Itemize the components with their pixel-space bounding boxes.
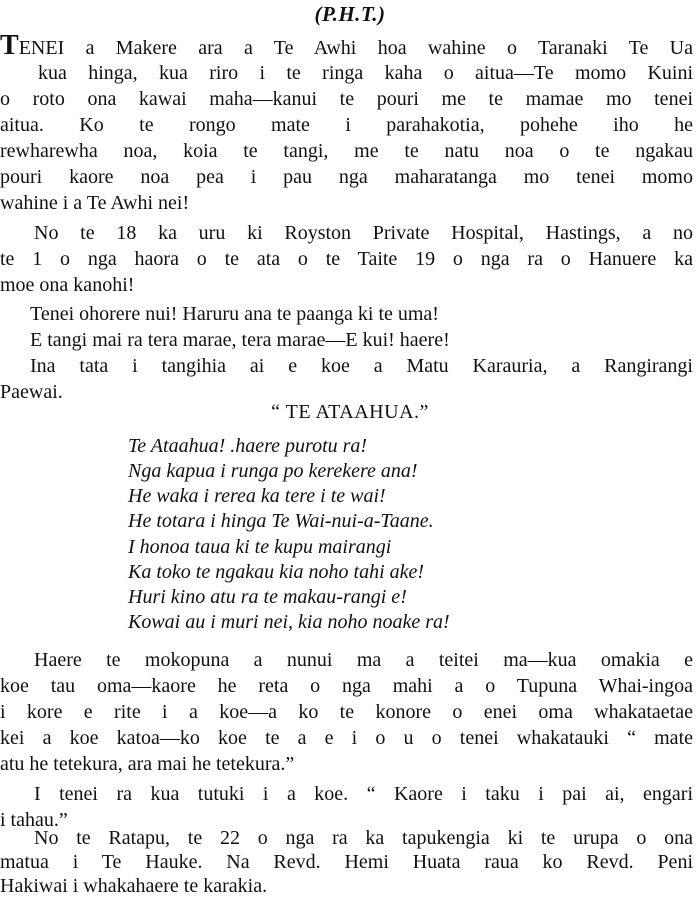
paragraph-1-line-1-text: ENEI a Makere ara a Te Awhi hoa wahine o Taranaki Te Ua (18, 37, 693, 59)
paragraph-2-line: moe ona kanohi! (0, 274, 135, 296)
paragraph-1-line-1 (0, 30, 693, 61)
drop-cap: T (0, 30, 19, 61)
poem-line: Ka toko te ngakau kia noho tahi ake! (128, 561, 425, 583)
paragraph-4-line: i tahau.” (0, 809, 68, 831)
paragraph-4-line: I tenei ra kua tutuki i a koe. “ Kaore i taku i pai ai, engari (34, 783, 693, 805)
poem-line: Nga kapua i runga po kerekere ana! (128, 460, 418, 482)
paragraph-1-line: aitua. Ko te rongo mate i parahakotia, pohehe iho he (0, 114, 693, 136)
paragraph-3-line: atu he tetekura, ara mai he tetekura.” (0, 753, 295, 775)
poem-line: Te Ataahua! .haere purotu ra! (128, 435, 368, 457)
paragraph-5-line: matua i Te Hauke. Na Revd. Hemi Huata raua ko Revd. Peni (0, 851, 693, 873)
paragraph-2-line: te 1 o nga haora o te ata o te Taite 19 o nga ra o Hanuere ka (0, 248, 693, 270)
paragraph-1-line: o roto ona kawai maha—kanui te pouri me te mamae mo tenei (0, 88, 693, 110)
lament-line: Ina tata i tangihia ai e koe a Matu Karauria, a Rangirangi (30, 355, 693, 377)
poem-line: I honoa taua ki te kupu mairangi (128, 536, 392, 558)
lament-line: Tenei ohorere nui! Haruru ana te paanga ki te uma! (30, 303, 439, 325)
poem-line: Huri kino atu ra te makau-rangi e! (128, 586, 407, 608)
lament-line: E tangi mai ra tera marae, tera marae—E kui! haere! (30, 329, 450, 351)
poem-title: “ TE ATAAHUA.” (271, 401, 429, 423)
paragraph-3-line: kei a koe katoa—ko koe te a e i o u o tenei whakatauki “ mate (0, 727, 693, 749)
paragraph-1-line: kua hinga, kua riro i te ringa kaha o aitua—Te momo Kuini (38, 62, 693, 84)
paragraph-5-line: Hakiwai i whakahaere te karakia. (0, 875, 268, 897)
page-header: (P.H.T.) (314, 2, 386, 26)
paragraph-2-line: No te 18 ka uru ki Royston Private Hospital, Hastings, a no (34, 222, 693, 244)
paragraph-1-line: rewharewha noa, koia te tangi, me te natu noa o te ngakau (0, 140, 693, 162)
poem-line: He totara i hinga Te Wai-nui-a-Taane. (128, 510, 434, 532)
paragraph-3-line: Haere te mokopuna a nunui ma a teitei ma—kua omakia e (34, 649, 693, 671)
paragraph-5-line: No te Ratapu, te 22 o nga ra ka tapukengia ki te urupa o ona (34, 827, 693, 849)
lament-line: Paewai. (0, 381, 63, 403)
paragraph-1-line: wahine i a Te Awhi nei! (0, 192, 190, 214)
poem-line: Kowai au i muri nei, kia noho noake ra! (128, 611, 450, 633)
paragraph-3-line: koe tau oma—kaore he reta o nga mahi a o Tupuna Whai-ingoa (0, 675, 693, 697)
paragraph-1-line: pouri kaore noa pea i pau nga maharatanga mo tenei momo (0, 166, 693, 188)
poem-line: He waka i rerea ka tere i te wai! (128, 485, 386, 507)
paragraph-3-line: i kore e rite i a koe—a ko te konore o enei oma whakataetae (0, 701, 693, 723)
